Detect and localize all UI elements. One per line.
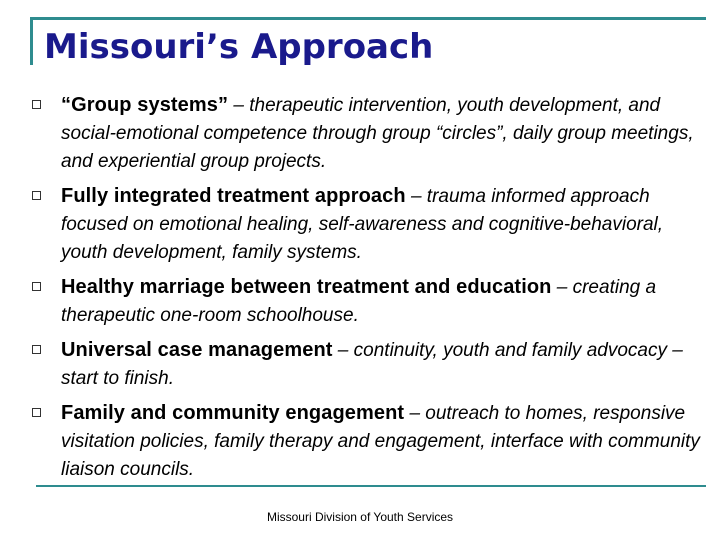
footer-rule [36,485,706,487]
bullet-lead: Fully integrated treatment approach [61,185,406,207]
hollow-square-bullet-icon [32,191,41,200]
bullet-integrated-treatment [32,182,704,267]
bullet-detail: – therapeutic intervention, youth development, and social-emotional competence through group “circles”, daily group meetings, and experiential group projects. [61,95,694,172]
bullet-detail: – creating a therapeutic one-room schoolhouse. [61,277,657,326]
bullet-lead: Universal case management [61,339,333,361]
title-frame-left-rule [30,17,33,65]
hollow-square-bullet-icon [32,408,41,417]
hollow-square-bullet-icon [32,282,41,291]
bullet-lead: “Group systems” [61,94,229,116]
bullet-detail: – continuity, youth and family advocacy – start to finish. [61,340,683,389]
hollow-square-bullet-icon [32,345,41,354]
bullet-list [32,91,704,484]
slide-title: Missouri’s Approach [44,27,434,67]
bullet-lead: Family and community engagement [61,402,405,424]
bullet-detail: – outreach to homes, responsive visitation policies, family therapy and engagement, interface with community liaison councils. [61,403,700,480]
bullet-detail: – trauma informed approach focused on emotional healing, self-awareness and cognitive-behavioral, youth development, family systems. [61,186,664,263]
bullet-group-systems [32,91,704,176]
bullet-treatment-education [32,273,704,330]
title-frame-top-rule [30,17,706,20]
slide-footer: Missouri Division of Youth Services [266,510,454,524]
hollow-square-bullet-icon [32,100,41,109]
bullet-lead: Healthy marriage between treatment and education [61,276,552,298]
bullet-family-community [32,399,704,484]
bullet-case-management [32,336,704,393]
